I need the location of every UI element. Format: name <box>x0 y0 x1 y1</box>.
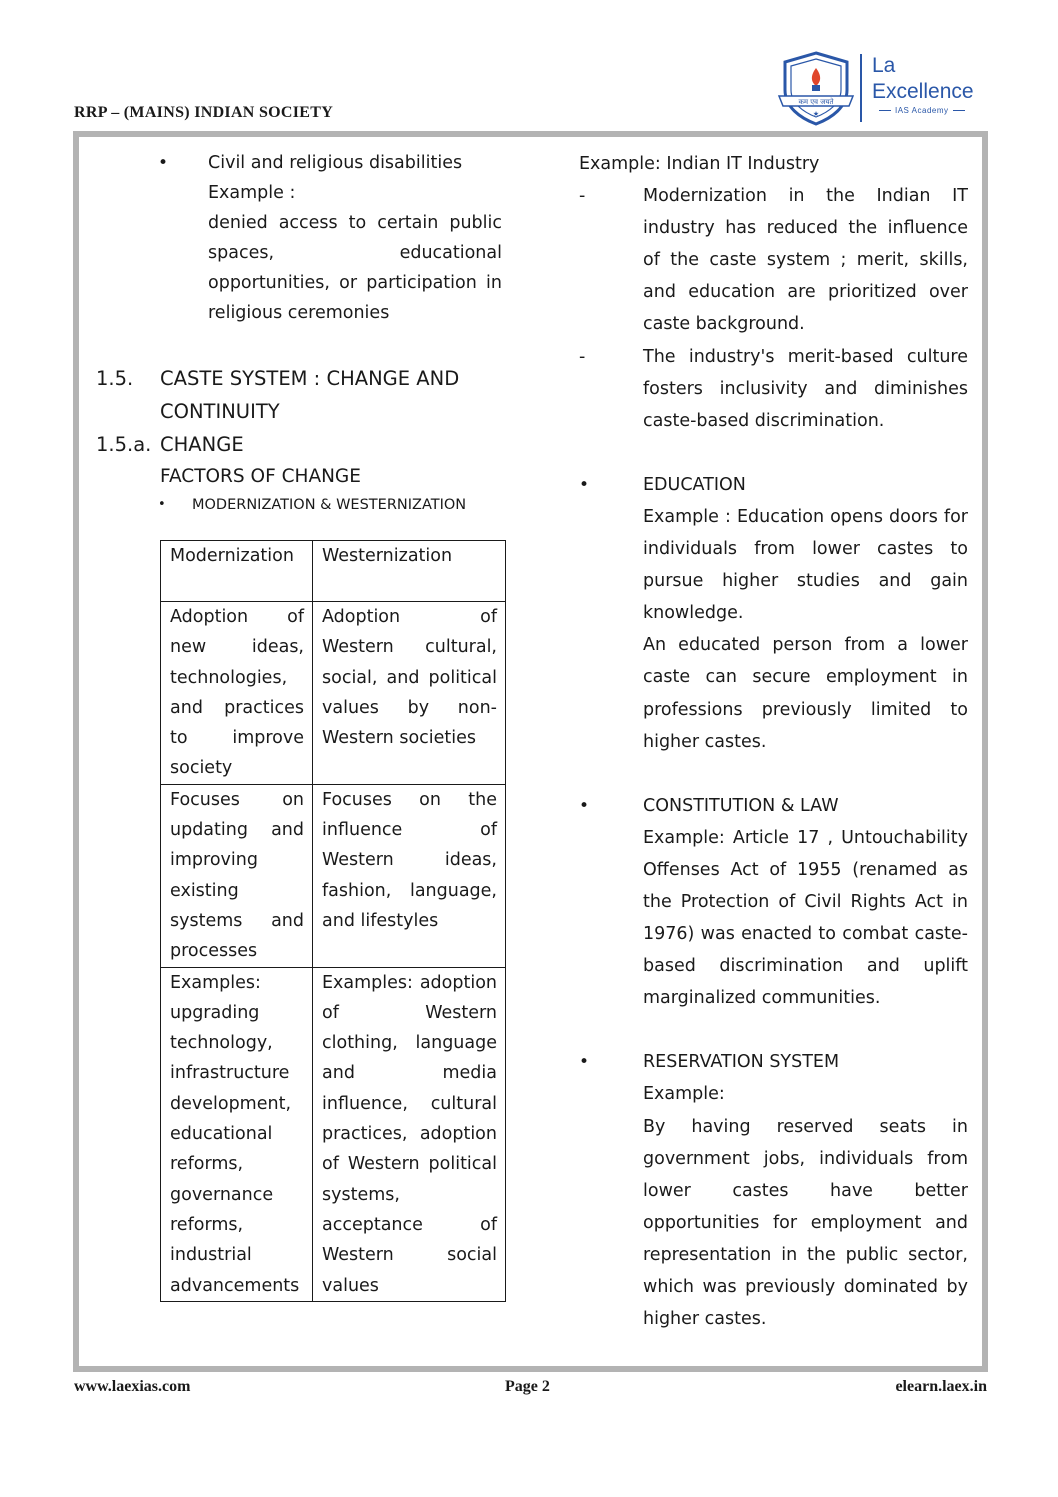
education-bullet <box>579 469 968 758</box>
section-heading <box>96 362 502 428</box>
bullet-icon: • <box>579 795 590 816</box>
disabilities-example-text: denied access to certain public spaces, educational opportunities, or participation in religious ceremonies <box>208 213 502 323</box>
subsection-number: 1.5.a. <box>96 433 152 456</box>
table-cell: Adoption of Western cultural, social, and political values by non-Western societies <box>313 602 506 785</box>
footer-elearn-link[interactable]: elearn.laex.in <box>895 1378 987 1395</box>
disabilities-title: Civil and religious disabilities <box>208 153 463 173</box>
table-cell: Examples: upgrading technology, infrastructure development, educational reforms, governance reforms, industrial advancements <box>161 967 313 1301</box>
logo-text-excellence: Excellence <box>872 80 974 103</box>
section-number: 1.5. <box>96 367 134 390</box>
dash-marker: - <box>579 346 586 367</box>
modernization-westernization-table <box>160 540 506 1302</box>
disabilities-bullet <box>96 148 502 328</box>
constitution-title: CONSTITUTION & LAW <box>643 795 839 816</box>
disabilities-example-label: Example : <box>208 183 296 203</box>
logo-tagline: IAS Academy <box>875 106 969 115</box>
reservation-example-label: Example: <box>643 1084 725 1105</box>
la-excellence-logo <box>777 50 989 128</box>
bullet-icon: • <box>579 474 590 495</box>
footer-website-link[interactable]: www.laexias.com <box>74 1378 191 1395</box>
shield-emblem-icon <box>777 50 855 126</box>
factors-heading: FACTORS OF CHANGE <box>160 466 361 487</box>
reservation-bullet <box>579 1046 968 1335</box>
it-point-text: Modernization in the Indian IT industry has reduced the influence of the caste system ; merit, skills, and education are prioritized over caste background. <box>643 186 968 335</box>
it-point-text: The industry's merit-based culture fosters inclusivity and diminishes caste-based discrimination. <box>643 346 968 431</box>
list-item <box>579 341 968 437</box>
logo-divider <box>860 54 862 122</box>
reservation-paragraph: By having reserved seats in government jobs, individuals from lower castes have better opportunities for employment and representation in the public sector, which was previously dominated by higher castes. <box>643 1116 968 1330</box>
subsection-heading <box>96 428 502 461</box>
emblem-motto: कम एव जयते <box>798 98 834 106</box>
education-paragraph: An educated person from a lower caste can secure employment in professions previously limited to higher castes. <box>643 635 968 752</box>
dash-marker: - <box>579 186 586 207</box>
footer-page-number: Page 2 <box>505 1378 550 1395</box>
bullet-icon: • <box>158 497 166 512</box>
table-header-cell: Modernization <box>161 541 313 602</box>
table-cell: Focuses on updating and improving existing systems and processes <box>161 784 313 967</box>
table-row <box>161 602 506 785</box>
table-row <box>161 967 506 1301</box>
list-item <box>579 180 968 340</box>
svg-text:★: ★ <box>812 110 820 118</box>
education-title: EDUCATION <box>643 474 746 495</box>
table-cell: Examples: adoption of Western clothing, language and media influence, cultural practices, adoption of Western political systems, acceptance of Western social values <box>313 967 506 1301</box>
table-header-cell: Westernization <box>313 541 506 602</box>
section-title: CASTE SYSTEM : CHANGE AND CONTINUITY <box>160 367 460 423</box>
reservation-title: RESERVATION SYSTEM <box>643 1052 840 1073</box>
bullet-icon: • <box>158 153 169 173</box>
left-column <box>96 148 502 516</box>
right-column <box>579 148 968 1335</box>
it-industry-heading: Example: Indian IT Industry <box>579 154 820 174</box>
constitution-paragraph: Example: Article 17 , Untouchability Offenses Act of 1955 (renamed as the Protection of Civil Rights Act in 1976) was enacted to combat caste-based discrimination and uplift marginalized communities. <box>643 827 968 1009</box>
factor-bullet-text: MODERNIZATION & WESTERNIZATION <box>192 497 467 513</box>
document-header-title: RRP – (MAINS) INDIAN SOCIETY <box>74 104 334 121</box>
subsection-title: CHANGE <box>160 433 244 456</box>
constitution-bullet <box>579 790 968 1015</box>
bullet-icon: • <box>579 1052 590 1073</box>
table-row <box>161 784 506 967</box>
table-header-row <box>161 541 506 602</box>
factor-bullet <box>96 494 502 516</box>
education-paragraph: Example : Education opens doors for individuals from lower castes to pursue higher studies and gain knowledge. <box>643 506 968 624</box>
table-cell: Adoption of new ideas, technologies, and practices to improve society <box>161 602 313 785</box>
table-cell: Focuses on the influence of Western ideas, fashion, language, and lifestyles <box>313 784 506 967</box>
logo-text-la: La <box>872 54 896 77</box>
